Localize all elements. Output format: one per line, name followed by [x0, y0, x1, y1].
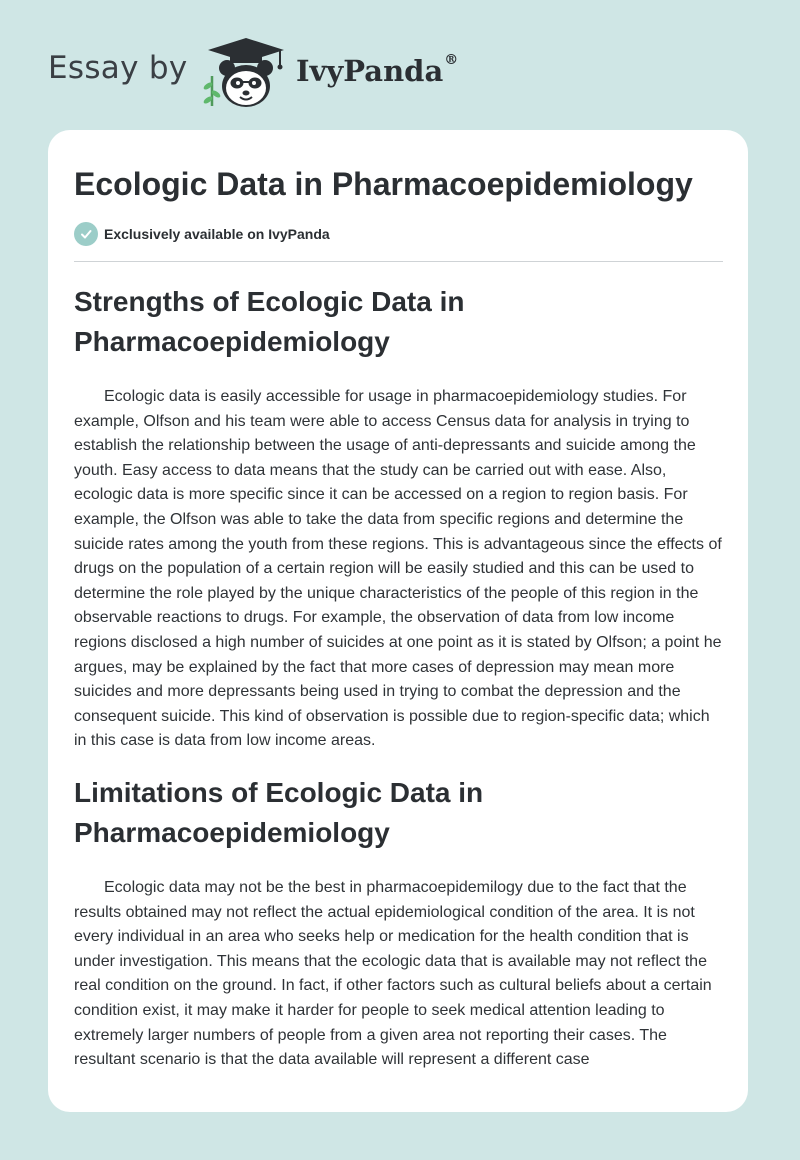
brand-text: IvyPanda — [296, 54, 444, 88]
section-paragraph-strengths: Ecologic data is easily accessible for usage in pharmacoepidemiology studies. For example, Olfson and his team were able to access Census data for analysis in trying to establish the relationship between the usage of anti-depressants and suicide among the youth. Easy access to data means that the study can be carried out with ease. Also, ecologic data is more specific since it can be accessed on a region to region basis. For example, the Olfson was able to take the data from specific regions and determine the suicide rates among the youth from these regions. This is advantageous since the effects of drugs on the population of a certain region will be easily studied and this can be used to determine the role played by the unique characteristics of the people of this region in the observable reactions to drugs. For example, the observation of data from low income regions disclosed a high number of suicides at one point as it is stated by Olfson; a point he argues, may be explained by the fact that more cases of depression may mean more suicides and more depressants being used in trying to combat the depression and the consequent suicide. This kind of observation is possible due to region-specific data; which in this case is data from low income areas. — [74, 388, 722, 750]
essay-by-label: Essay by — [48, 50, 188, 86]
brand-name[interactable] — [296, 54, 458, 88]
site-header — [0, 0, 800, 130]
exclusive-badge-label: Exclusively available on IvyPanda — [104, 226, 330, 242]
title-divider — [74, 261, 723, 262]
registered-mark: ® — [444, 52, 459, 68]
exclusive-badge — [74, 222, 330, 246]
check-icon — [74, 222, 98, 246]
article-title: Ecologic Data in Pharmacoepidemiology — [74, 166, 693, 202]
section-paragraph-limitations: Ecologic data may not be the best in pharmacoepidemilogy due to the fact that the results obtained may not reflect the actual epidemiological condition of the area. It is not every individual in an area who seeks help or medication for the health condition that is under investigation. This means that the ecologic data that is available may not reflect the real condition on the ground. In fact, if other factors such as cultural beliefs about a certain condition exist, it may make it harder for people to seek medical attention leading to extremely larger numbers of people from a given area not reporting their cases. The resultant scenario is that the data available will represent a different case — [74, 879, 712, 1069]
section-heading-strengths: Strengths of Ecologic Data in Pharmacoepidemiology — [74, 286, 465, 357]
section-heading-limitations: Limitations of Ecologic Data in Pharmacoepidemiology — [74, 777, 484, 848]
article-card — [48, 130, 748, 1112]
panda-graduate-logo-icon[interactable] — [200, 36, 292, 110]
